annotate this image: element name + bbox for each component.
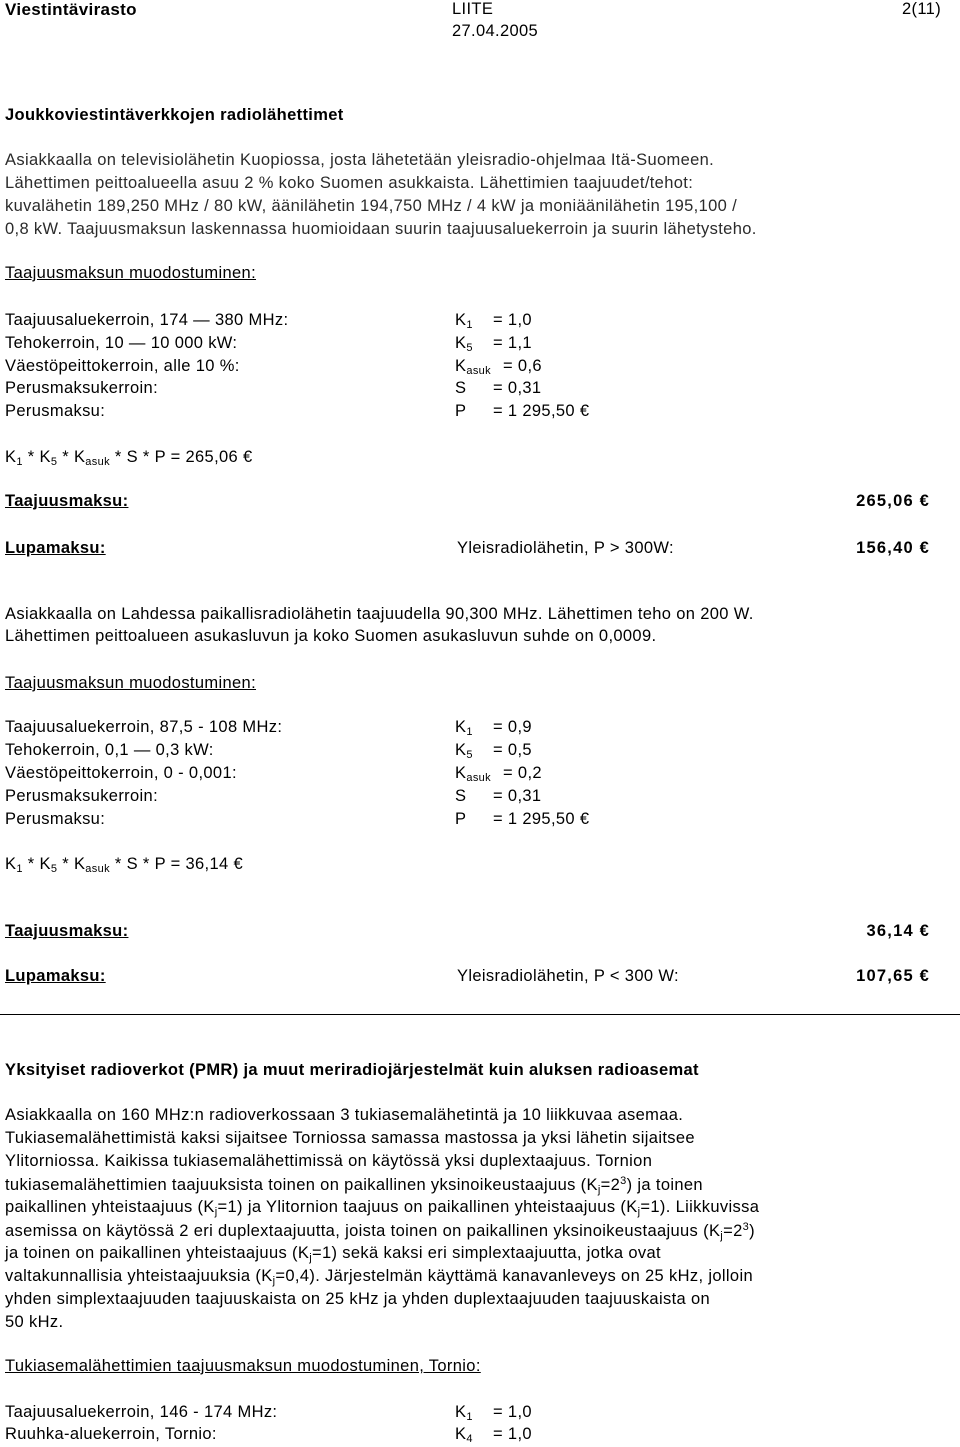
section-heading: Joukkoviestintäverkkojen radiolähettimet xyxy=(5,106,344,124)
coef-row: Väestöpeittokerroin, 0 - 0,001: $K_{asuk}$ = 0,2 xyxy=(5,764,542,784)
paragraph-line: asemissa on käytössä 2 eri duplextaajuutta, joista toinen on paikallinen yksinoikeustaajuus $(K_j=2^3)$ xyxy=(5,1221,755,1242)
paragraph-line: tukiasemalähettimien taajuuksista toinen on paikallinen yksinoikeustaajuus $(K_j=2^3)$ ja toinen xyxy=(5,1175,703,1196)
paragraph-line: Ylitorniossa. Kaikissa tukiasemalähettimissä on käytössä yksi duplextaajuus. Tornion xyxy=(5,1152,653,1170)
page-number: 2(11) xyxy=(902,0,942,18)
coef-row: Tehokerroin, 0,1 — 0,3 kW: $K_5$ = 0,5 xyxy=(5,741,532,761)
coef-row: Perusmaksu: P = 1 295,50 € xyxy=(5,402,590,420)
license-row: Lupamaksu: Yleisradiolähetin, P < 300 W: 107,65 € xyxy=(5,967,930,985)
fee-row: Taajuusmaksu: 265,06 € xyxy=(5,492,930,510)
paragraph-line: Asiakkaalla on 160 MHz:n radioverkossaan 3 tukiasemalähetintä ja 10 liikkuvaa asemaa. xyxy=(5,1106,684,1124)
paragraph-line: Lähettimen peittoalueella asuu 2 % koko Suomen asukkaista. Lähettimien taajuudet/tehot: xyxy=(5,174,694,192)
license-row: Lupamaksu: Yleisradiolähetin, P > 300W: 156,40 € xyxy=(5,539,930,557)
paragraph-line: 0,8 kW. Taajuusmaksun laskennassa huomioidaan suurin taajuusaluekerroin ja suurin lähetysteho. xyxy=(5,220,757,238)
subheading: Tukiasemalähettimien taajuusmaksun muodostuminen, Tornio: xyxy=(5,1357,481,1375)
coef-row: Perusmaksukerroin: S = 0,31 xyxy=(5,787,542,805)
doc-date: 27.04.2005 xyxy=(452,22,539,40)
paragraph-line: paikallinen yhteistaajuus $(K_j=1)$ ja Ylitornion taajuus on paikallinen yhteistaajuus $(K_j=1)$. Liikkuvissa xyxy=(5,1198,760,1218)
section-heading: Yksityiset radioverkot (PMR) ja muut meriradiojärjestelmät kuin aluksen radioasemat xyxy=(5,1061,699,1079)
paragraph-line: yhden simplextaajuuden taajuuskaista on 25 kHz ja yhden duplextaajuuden taajuuskaista on xyxy=(5,1290,711,1308)
paragraph-line: kuvalähetin 189,250 MHz / 80 kW, äänilähetin 194,750 MHz / 4 kW ja moniäänilähetin 195,100 / xyxy=(5,197,738,215)
coef-row: Väestöpeittokerroin, alle 10 %: $K_{asuk}$ = 0,6 xyxy=(5,357,542,377)
fee-row: Taajuusmaksu: 36,14 € xyxy=(5,922,930,940)
paragraph-line: Tukiasemalähettimistä kaksi sijaitsee Torniossa samassa mastossa ja yksi lähetin sijaitsee xyxy=(5,1129,695,1147)
formula: $K_1 * K_5 * K_{asuk} * S * P = 265,06$ € xyxy=(5,448,253,468)
org-name: Viestintävirasto xyxy=(5,0,137,19)
paragraph-line: valtakunnallisia yhteistaajuuksia $(K_j=0,4)$. Järjestelmän käyttämä kanavanleveys on 25 kHz, jolloin xyxy=(5,1267,753,1287)
coef-row: Perusmaksu: P = 1 295,50 € xyxy=(5,810,590,828)
coef-row: Taajuusaluekerroin, 174 — 380 MHz: $K_1$ = 1,0 xyxy=(5,311,532,331)
subheading: Taajuusmaksun muodostuminen: xyxy=(5,264,257,282)
paragraph-line: ja toinen on paikallinen yhteistaajuus $(K_j=1)$ sekä kaksi eri simplextaajuutta, jotka ovat xyxy=(5,1244,661,1264)
paragraph-line: Lähettimen peittoalueen asukasluvun ja koko Suomen asukasluvun suhde on 0,0009. xyxy=(5,627,657,645)
coef-row: Taajuusaluekerroin, 87,5 - 108 MHz: $K_1$ = 0,9 xyxy=(5,718,532,738)
paragraph-line: Asiakkaalla on televisiolähetin Kuopiossa, josta lähetetään yleisradio-ohjelmaa Itä-Suomeen. xyxy=(5,151,715,169)
coef-row: Taajuusaluekerroin, 146 - 174 MHz: $K_1$ = 1,0 xyxy=(5,1403,532,1423)
divider xyxy=(0,1014,960,1015)
paragraph-line: Asiakkaalla on Lahdessa paikallisradiolähetin taajuudella 90,300 MHz. Lähettimen teho on 200 W. xyxy=(5,605,754,623)
paragraph-line: 50 kHz. xyxy=(5,1313,64,1331)
coef-row: Ruuhka-aluekerroin, Tornio: $K_4$ = 1,0 xyxy=(5,1425,532,1445)
formula: $K_1 * K_5 * K_{asuk} * S * P = 36,14$ € xyxy=(5,855,243,875)
coef-row: Tehokerroin, 10 — 10 000 kW: $K_5$ = 1,1 xyxy=(5,334,532,354)
doc-label: LIITE xyxy=(452,0,494,18)
coef-row: Perusmaksukerroin: S = 0,31 xyxy=(5,379,542,397)
subheading: Taajuusmaksun muodostuminen: xyxy=(5,674,257,692)
